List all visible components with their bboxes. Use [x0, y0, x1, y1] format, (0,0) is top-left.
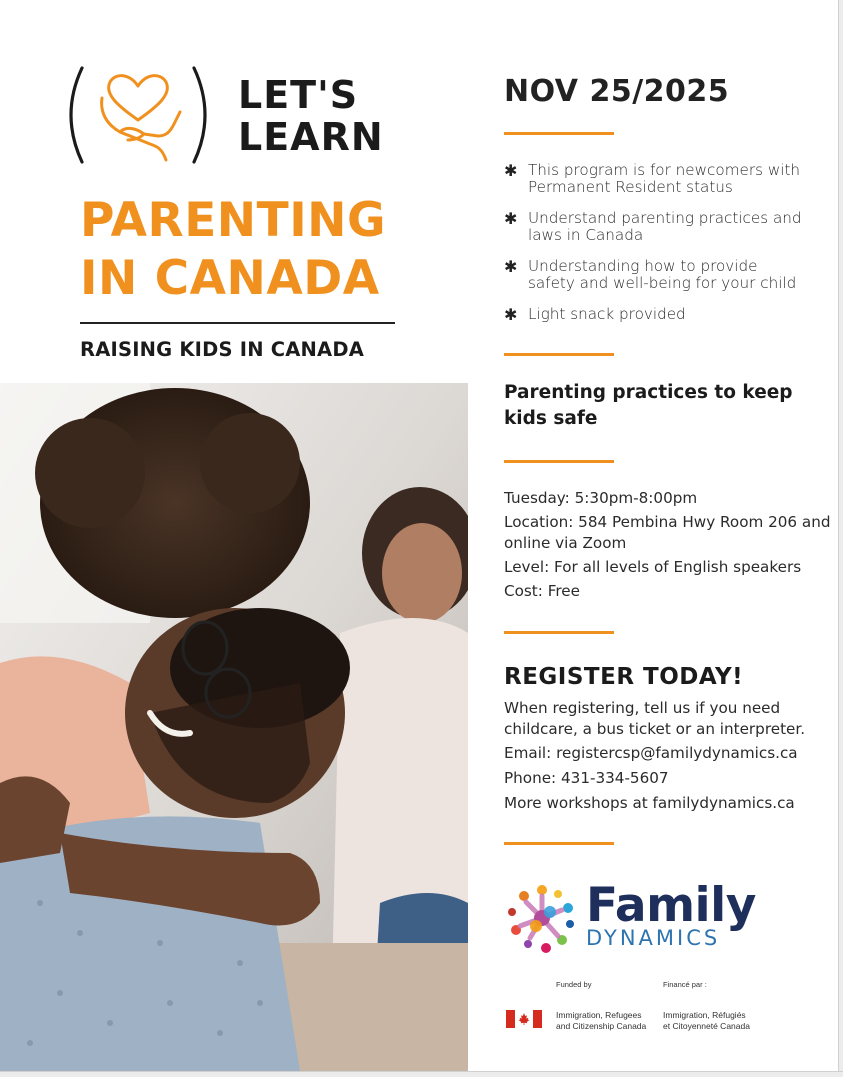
register-info: [504, 698, 834, 818]
lets-learn-heading: [238, 74, 384, 158]
family-dynamics-mark-icon: [506, 882, 578, 954]
brand-sub: DYNAMICS: [586, 926, 721, 950]
finance-par-label: Financé par :: [663, 980, 707, 989]
heart-in-hand-icon: [66, 62, 226, 168]
highlight-text: Understand parenting practices and laws in Canada: [528, 209, 802, 244]
event-level: Level: For all levels of English speakers: [504, 557, 802, 576]
title-divider: [80, 322, 395, 324]
practices-heading: Parenting practices to keep kids safe: [504, 382, 793, 429]
ircc-en-line1: Immigration, Refugees: [556, 1010, 642, 1020]
subtitle: RAISING KIDS IN CANADA: [80, 338, 365, 361]
asterisk-icon: ✱: [504, 305, 518, 324]
family-dynamics-logo: [506, 880, 796, 960]
list-item: [504, 258, 804, 292]
funding-block: [506, 980, 806, 1040]
ircc-en-line2: and Citizenship Canada: [556, 1021, 647, 1031]
highlights-list: [504, 162, 804, 337]
event-details: [504, 488, 834, 605]
asterisk-icon: ✱: [504, 257, 518, 276]
register-note: When registering, tell us if you need childcare, a bus ticket or an interpreter.: [504, 699, 806, 738]
register-email[interactable]: Email: registercsp@familydynamics.ca: [504, 744, 798, 762]
lets-learn-line1: LET'S: [238, 73, 359, 117]
register-phone[interactable]: Phone: 431-334-5607: [504, 769, 669, 787]
more-workshops-link[interactable]: More workshops at familydynamics.ca: [504, 794, 795, 812]
title-line1: PARENTING: [80, 193, 387, 248]
highlight-text: Light snack provided: [528, 305, 686, 323]
page-title: [80, 192, 410, 308]
event-time: Tuesday: 5:30pm-8:00pm: [504, 489, 698, 507]
event-location: Location: 584 Pembina Hwy Room 206 and online via Zoom: [504, 513, 831, 552]
ircc-french: [663, 1010, 750, 1032]
page-edge-bottom: [0, 1071, 843, 1077]
divider-5: [504, 842, 614, 845]
highlight-text: Understanding how to provide safety and well-being for your child: [528, 257, 797, 292]
asterisk-icon: ✱: [504, 209, 518, 228]
highlight-text: This program is for newcomers with Permanent Resident status: [528, 161, 801, 196]
ircc-fr-line1: Immigration, Réfugiés: [663, 1010, 746, 1020]
lets-learn-logo: [66, 62, 396, 168]
list-item: [504, 306, 804, 323]
title-line2: IN CANADA: [80, 251, 380, 306]
lets-learn-line2: LEARN: [238, 115, 384, 159]
event-cost: Cost: Free: [504, 581, 580, 600]
divider-4: [504, 631, 614, 634]
divider-2: [504, 353, 614, 356]
divider-3: [504, 460, 614, 463]
funded-by-label: Funded by: [556, 980, 592, 989]
list-item: [504, 210, 804, 244]
page-edge-right: [838, 0, 843, 1077]
divider-1: [504, 132, 614, 135]
family-photo: [0, 383, 468, 1071]
brand-name: Family: [586, 878, 756, 933]
asterisk-icon: ✱: [504, 161, 518, 180]
register-heading: REGISTER TODAY!: [504, 664, 744, 690]
event-date: NOV 25/2025: [504, 74, 730, 109]
ircc-fr-line2: et Citoyenneté Canada: [663, 1021, 750, 1031]
ircc-english: [556, 1010, 646, 1032]
canada-flag-icon: [506, 1010, 542, 1028]
list-item: [504, 162, 804, 196]
